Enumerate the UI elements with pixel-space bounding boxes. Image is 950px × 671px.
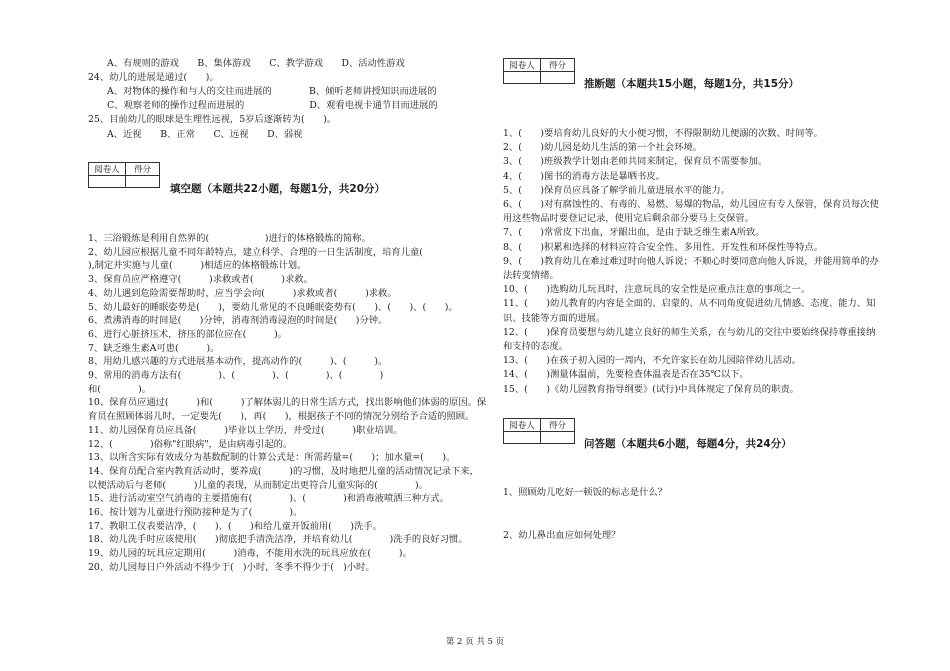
judge-section-title: 推断题（本题共15小题，每题1分，共15分）	[584, 78, 800, 90]
score-label: 得分	[541, 419, 575, 432]
reviewer-cell	[504, 72, 541, 84]
question-line: 9、常用的消毒方法有( )、( )、( )、( )	[88, 370, 384, 381]
question-line: 7、( )常常皮下出血，牙龈出血，是由于缺乏维生素A所致。	[503, 227, 765, 238]
question-line: C、观察老师的操作过程而进展的 D、观看电视卡通节目而进展的	[107, 100, 438, 111]
qa-section-title: 问答题（本题共6小题，每题4分，共24分）	[584, 438, 792, 450]
question-line: 和支持的态度。	[503, 341, 569, 352]
question-line: 10、( )选购幼儿玩具时，注意玩具的安全性是应重点注意的事项之一。	[503, 284, 811, 295]
page-footer: 第 2 页 共 5 页	[445, 637, 505, 647]
question-line: 10、保育员应通过( )和( )了解体弱儿的日常生活方式，找出影响他们体弱的原因。保	[88, 397, 487, 408]
reviewer-cell	[504, 432, 541, 444]
question-line: 13、以所含实际有效成分为基数配制的计算公式是：所需药量=( )；加水量=( )。	[88, 452, 456, 463]
question-line: 法转变情绪。	[503, 270, 559, 281]
question-line: 8、用幼儿感兴趣的方式进展基本动作，提高动作的( )、( )。	[88, 356, 388, 367]
score-box-judge	[503, 58, 575, 84]
question-line: A、有规则的游戏 B、集体游戏 C、教学游戏 D、活动性游戏	[107, 58, 405, 69]
reviewer-label: 阅卷人	[89, 163, 126, 176]
question-line: 2、幼儿园应根据儿童不同年龄特点，建立科学、合理的一日生活制度，培育儿童(	[88, 247, 461, 258]
score-cell	[126, 176, 160, 188]
question-line: 6、进行心脏挤压术，挤压的部位应在( )。	[88, 329, 288, 340]
question-line: 3、( )班级教学计划由老师共同来制定，保育员不需要参加。	[503, 156, 768, 167]
question-line: 14、( )测量体温前，先要检查体温表是否在35℃以下。	[503, 369, 749, 380]
question-line: 9、( )教育幼儿在难过难过时向他人诉说；不顺心时要同意向他人诉说，并能用简单的办	[503, 256, 879, 267]
question-line: 5、( )保育员应具备了解学前儿童进展水平的能力。	[503, 185, 730, 196]
question-line: 12、( )保育员要想与幼儿建立良好的师生关系，在与幼儿的交往中要始终保持尊重接纳	[503, 327, 876, 338]
question-line: 16、按计划为儿童进行预防接种是为了( )。	[88, 507, 303, 518]
question-line: A、近视 B、正常 C、远视 D、弱视	[107, 129, 303, 140]
question-line: 13、( )在孩子初入园的一周内，不允许家长在幼儿园陪伴幼儿活动。	[503, 355, 801, 366]
question-line: 18、幼儿洗手时应该使用( )彻底把手清洗洁净，并培育幼儿( )洗手的良好习惯。	[88, 534, 468, 545]
question-line: 6、煮沸消毒的时间是( )分钟，消毒剂消毒浸泡的时间是( )分钟。	[88, 315, 388, 326]
question-line: 以便活动后与老师( )儿童的表现，从而制定出更符合儿童实际的( )。	[88, 480, 428, 491]
reviewer-label: 阅卷人	[504, 419, 541, 432]
question-line: 2、幼儿鼻出血应如何处理？	[503, 530, 621, 541]
question-line: 2、( )幼儿园是幼儿生活的第一个社会环境。	[503, 142, 703, 153]
question-line: 8、( )积累和选择的材料应符合安全性、多用性、开发性和环保性等特点。	[503, 242, 823, 253]
fill-section-title: 填空题（本题共22小题，每题1分，共20分）	[170, 183, 386, 195]
question-line: 15、进行活动室空气消毒的主要措施有( )、( )和消毒液喷洒三种方式。	[88, 493, 450, 504]
score-label: 得分	[541, 59, 575, 72]
question-line: 1、( )要培育幼儿良好的大小便习惯，不得限制幼儿便溺的次数、时间等。	[503, 128, 823, 139]
question-line: 25、目前幼儿的眼球是生理性远视，5岁后逐渐转为( )。	[88, 114, 337, 125]
question-line: A、对物体的操作和与人的交往而进展的 B、倾听老师讲授知识而进展的	[107, 86, 437, 97]
score-box-fill	[88, 162, 160, 188]
question-line: 4、( )图书的消毒方法是暴晒书皮。	[503, 171, 665, 182]
question-line: 育员在照顾体弱儿时，一定要先( )，再( )，根据孩子不同的情况分别给予合适的照顾。	[88, 411, 475, 422]
question-line: 14、保育员配合室内教育活动时，要养成( )的习惯，及时地把儿童的活动情况记录下来，	[88, 466, 479, 477]
reviewer-label: 阅卷人	[504, 59, 541, 72]
score-box-qa	[503, 418, 575, 444]
question-line: 和( )。	[88, 384, 152, 395]
question-line: 3、保育员应严格遵守( )求救或者( )求救。	[88, 274, 313, 285]
reviewer-cell	[89, 176, 126, 188]
question-line: 11、( )幼儿教育的内容是全面的、启蒙的、从不同角度促进幼儿情感、态度、能力、知	[503, 298, 876, 309]
question-line: 1、照顾幼儿吃好一顿饭的标志是什么？	[503, 487, 667, 498]
question-line: 20、幼儿园每日户外活动不得少于( )小时，冬季不得少于( )小时。	[88, 562, 375, 573]
score-label: 得分	[126, 163, 160, 176]
question-line: 识、技能等方面的进展。	[503, 313, 606, 324]
score-cell	[541, 432, 575, 444]
question-line: 15、( )《幼儿园教育指导纲要》(试行)中具体规定了保育员的职责。	[503, 384, 799, 395]
question-line: ),制定并实施与儿童( )相适应的体格锻炼计划。	[88, 260, 307, 271]
question-line: 5、幼儿最好的睡眠姿势是( )，要幼儿常见的不良睡眠姿势有( )、( )、( )。	[88, 302, 458, 313]
score-cell	[541, 72, 575, 84]
question-line: 用这些物品时要登记记录，使用完后剩余部分要马上交保管。	[503, 213, 755, 224]
question-line: 1、三浴锻炼是利用自然界的( )进行的体格锻炼的简称。	[88, 233, 371, 244]
question-line: 6、( )对有腐蚀性的、有毒的、易燃、易爆的物品，幼儿园应有专人保管，保育员每次使	[503, 199, 879, 210]
question-line: 17、教职工仪表要洁净，( )、( )和给儿童开饭前用( )洗手。	[88, 521, 382, 532]
question-line: 7、缺乏维生素A可患( )。	[88, 343, 220, 354]
question-line: 24、幼儿的进展是通过( )。	[88, 72, 219, 83]
question-line: 4、幼儿遇到危险需要帮助时，应当学会向( )求救或者( )求救。	[88, 288, 397, 299]
question-line: 12、( )俗称"红眼病"，是由病毒引起的。	[88, 439, 293, 450]
question-line: 19、幼儿园的玩具应定期用( )消毒，不能用水洗的玩具应放在( )。	[88, 548, 412, 559]
question-line: 11、幼儿园保育员应具备( )毕业以上学历，并受过( )职业培训。	[88, 425, 403, 436]
